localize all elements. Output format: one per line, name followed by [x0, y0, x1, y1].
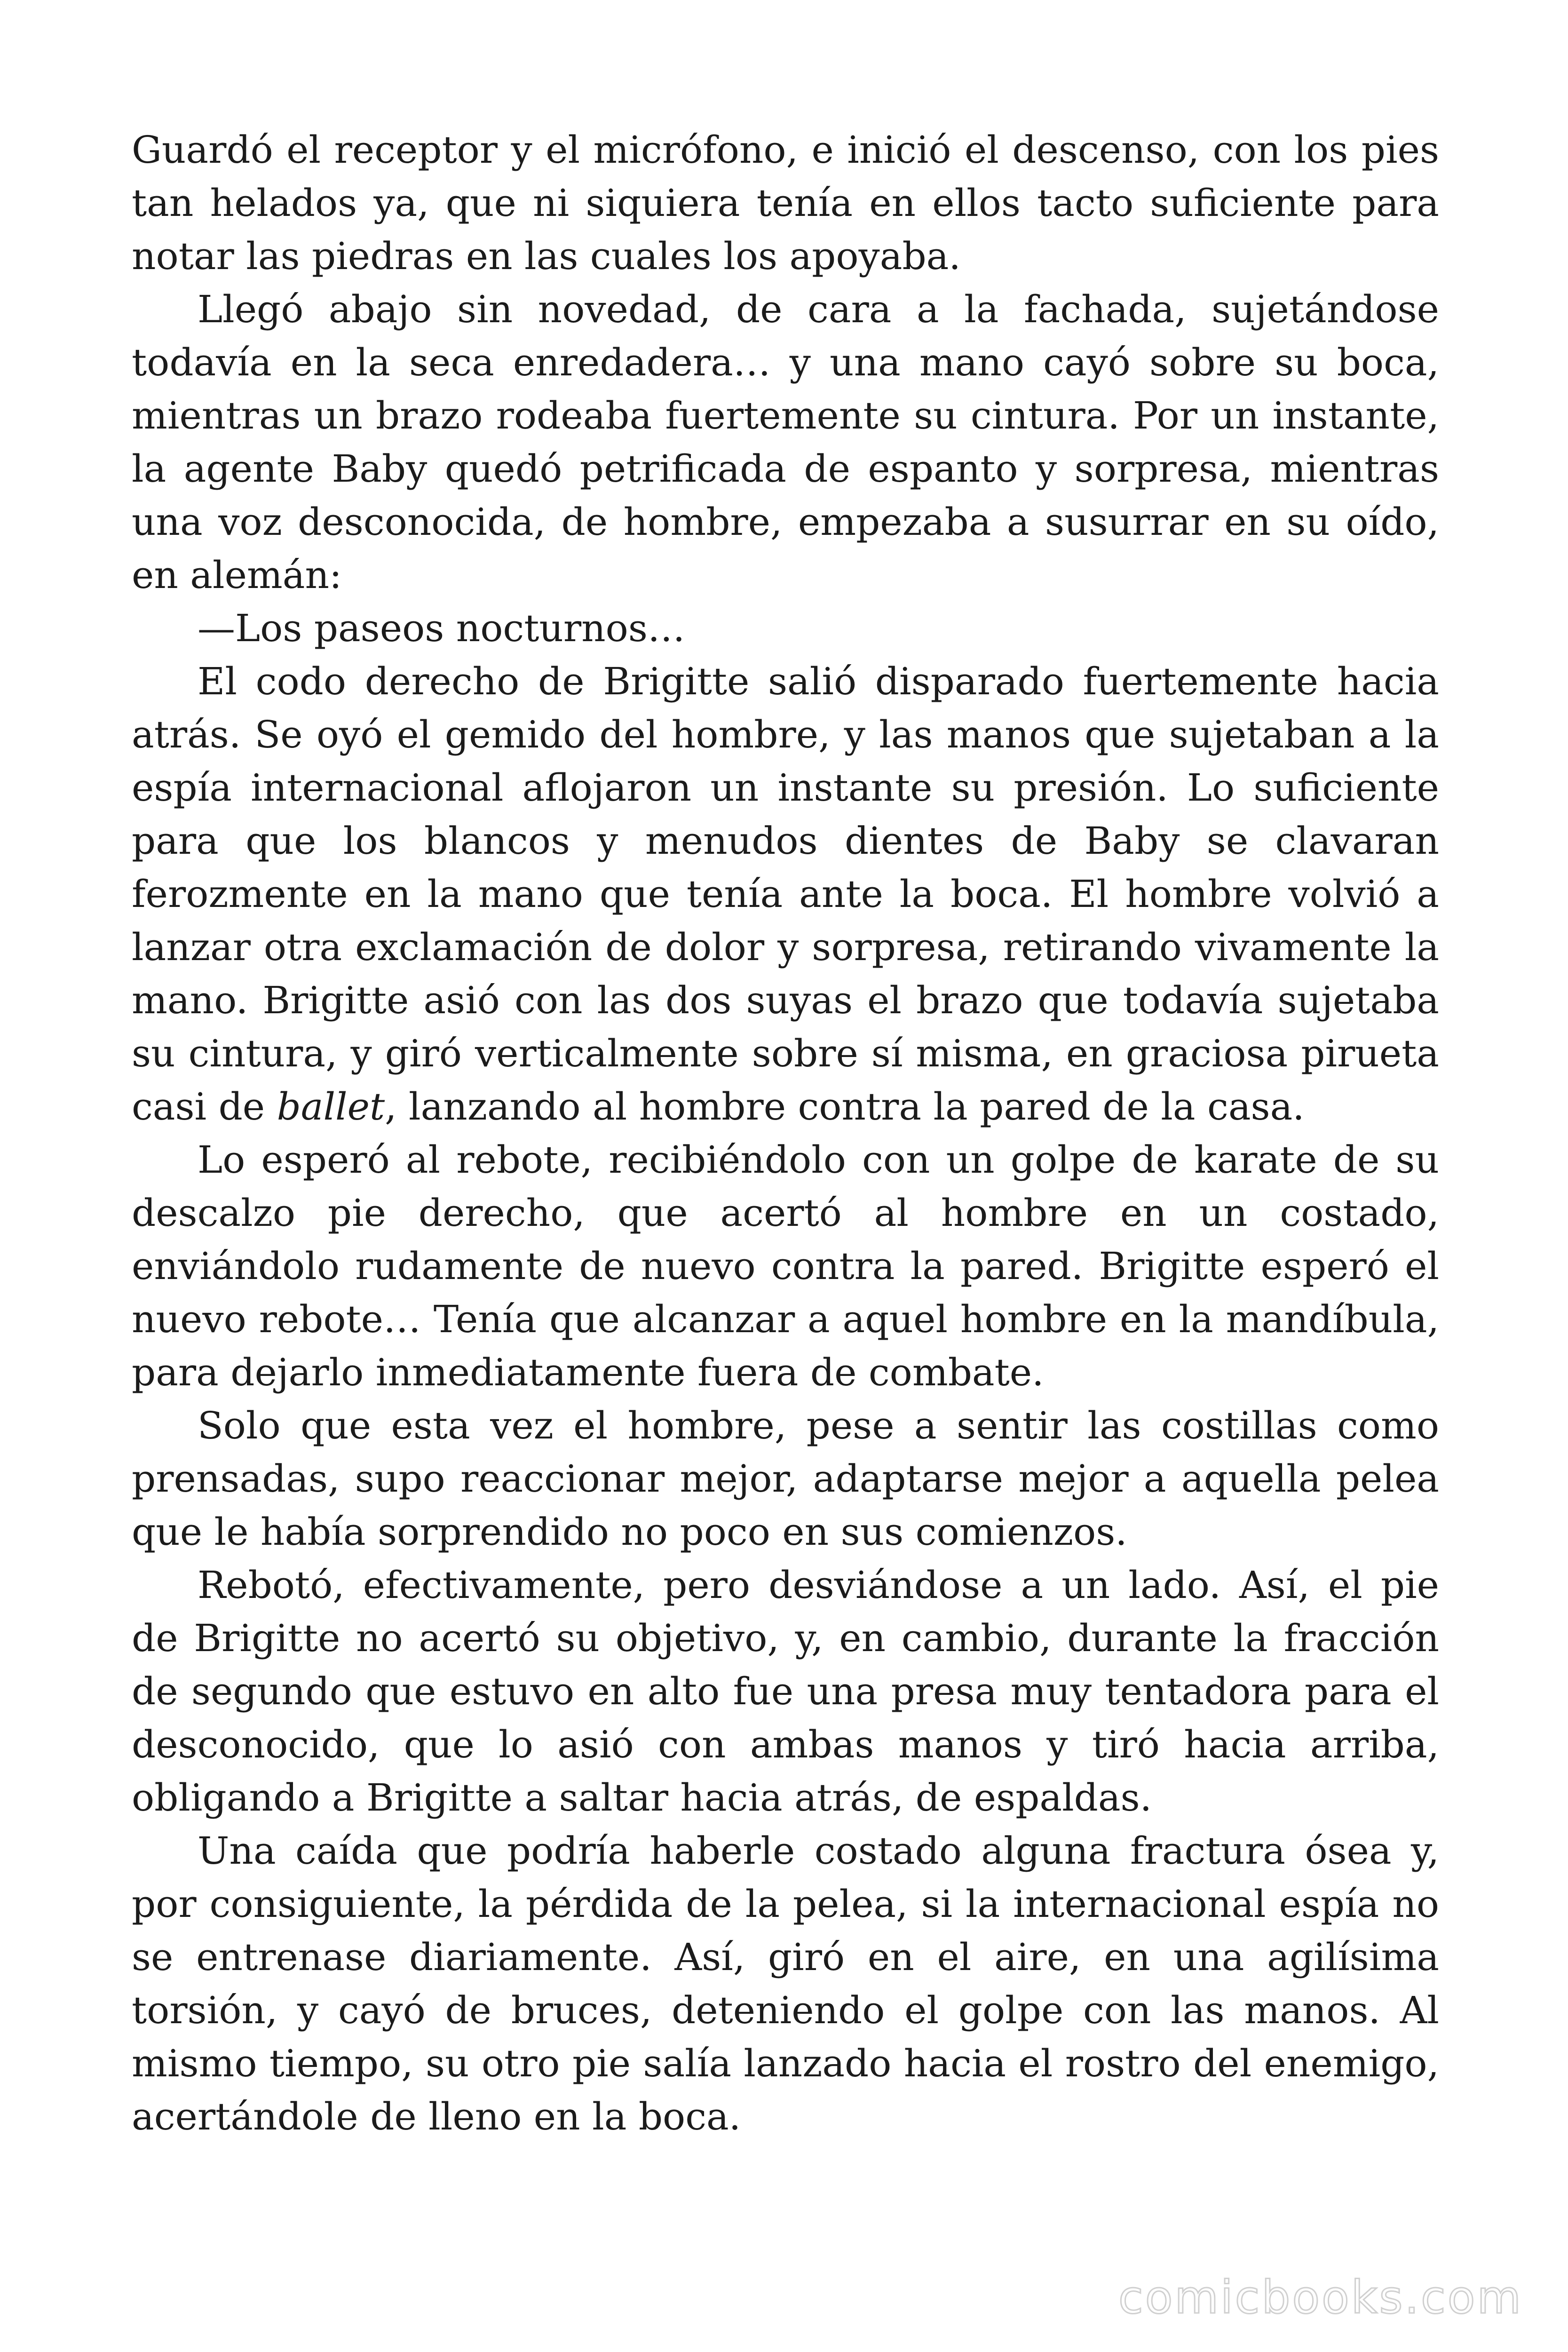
body-text [132, 123, 1439, 2143]
paragraph-4-italic-word: ballet [277, 1085, 385, 1128]
paragraph-6: Solo que esta vez el hombre, pese a sentir las costillas como prensadas, supo reaccionar mejor, adaptarse mejor a aquella pelea que le había sorprendido no poco en sus comienzos. [132, 1404, 1439, 1554]
paragraph-4-text-start: El codo derecho de Brigitte salió disparado fuertemente hacia atrás. Se oyó el gemido del hombre, y las manos que sujetaban a la espía internacional aflojaron un instante su presión. Lo suficiente para que los blancos y menudos dientes de Baby se clavaran ferozmente en la mano que tenía ante la boca. El hombre volvió a lanzar otra exclamación de dolor y sorpresa, retirando vivamente la mano. Brigitte asió con las dos suyas el brazo que todavía sujetaba su cintura, y giró verticalmente sobre sí misma, en graciosa pirueta casi de [132, 660, 1439, 1128]
paragraph-4 [132, 655, 1439, 1133]
paragraph-2: Llegó abajo sin novedad, de cara a la fachada, sujetándose todavía en la seca enredadera… y una mano cayó sobre su boca, mientras un brazo rodeaba fuertemente su cintura. Por un instante, la agente Baby quedó petrificada de espanto y sorpresa, mientras una voz desconocida, de hombre, empezaba a susurrar en su oído, en alemán: [132, 287, 1439, 597]
paragraph-1: Guardó el receptor y el micrófono, e inició el descenso, con los pies tan helados ya, que ni siquiera tenía en ellos tacto suficiente para notar las piedras en las cuales los apoyaba. [132, 128, 1439, 278]
watermark: comicbooks.com [1118, 2271, 1523, 2324]
paragraph-4-text-end: , lanzando al hombre contra la pared de la casa. [385, 1085, 1305, 1128]
paragraph-8: Una caída que podría haberle costado alguna fractura ósea y, por consiguiente, la pérdida de la pelea, si la internacional espía no se entrenase diariamente. Así, giró en el aire, en una agilísima torsión, y cayó de bruces, deteniendo el golpe con las manos. Al mismo tiempo, su otro pie salía lanzado hacia el rostro del enemigo, acertándole de lleno en la boca. [132, 1829, 1439, 2138]
paragraph-5: Lo esperó al rebote, recibiéndolo con un golpe de karate de su descalzo pie derecho, que acertó al hombre en un costado, enviándolo rudamente de nuevo contra la pared. Brigitte esperó el nuevo rebote… Tenía que alcanzar a aquel hombre en la mandíbula, para dejarlo inmediatamente fuera de combate. [132, 1138, 1439, 1394]
paragraph-3-dialogue: —Los paseos nocturnos… [198, 606, 685, 650]
paragraph-7: Rebotó, efectivamente, pero desviándose a un lado. Así, el pie de Brigitte no acertó su objetivo, y, en cambio, durante la fracción de segundo que estuvo en alto fue una presa muy tentadora para el desconocido, que lo asió con ambas manos y tiró hacia arriba, obligando a Brigitte a saltar hacia atrás, de espaldas. [132, 1563, 1439, 1820]
